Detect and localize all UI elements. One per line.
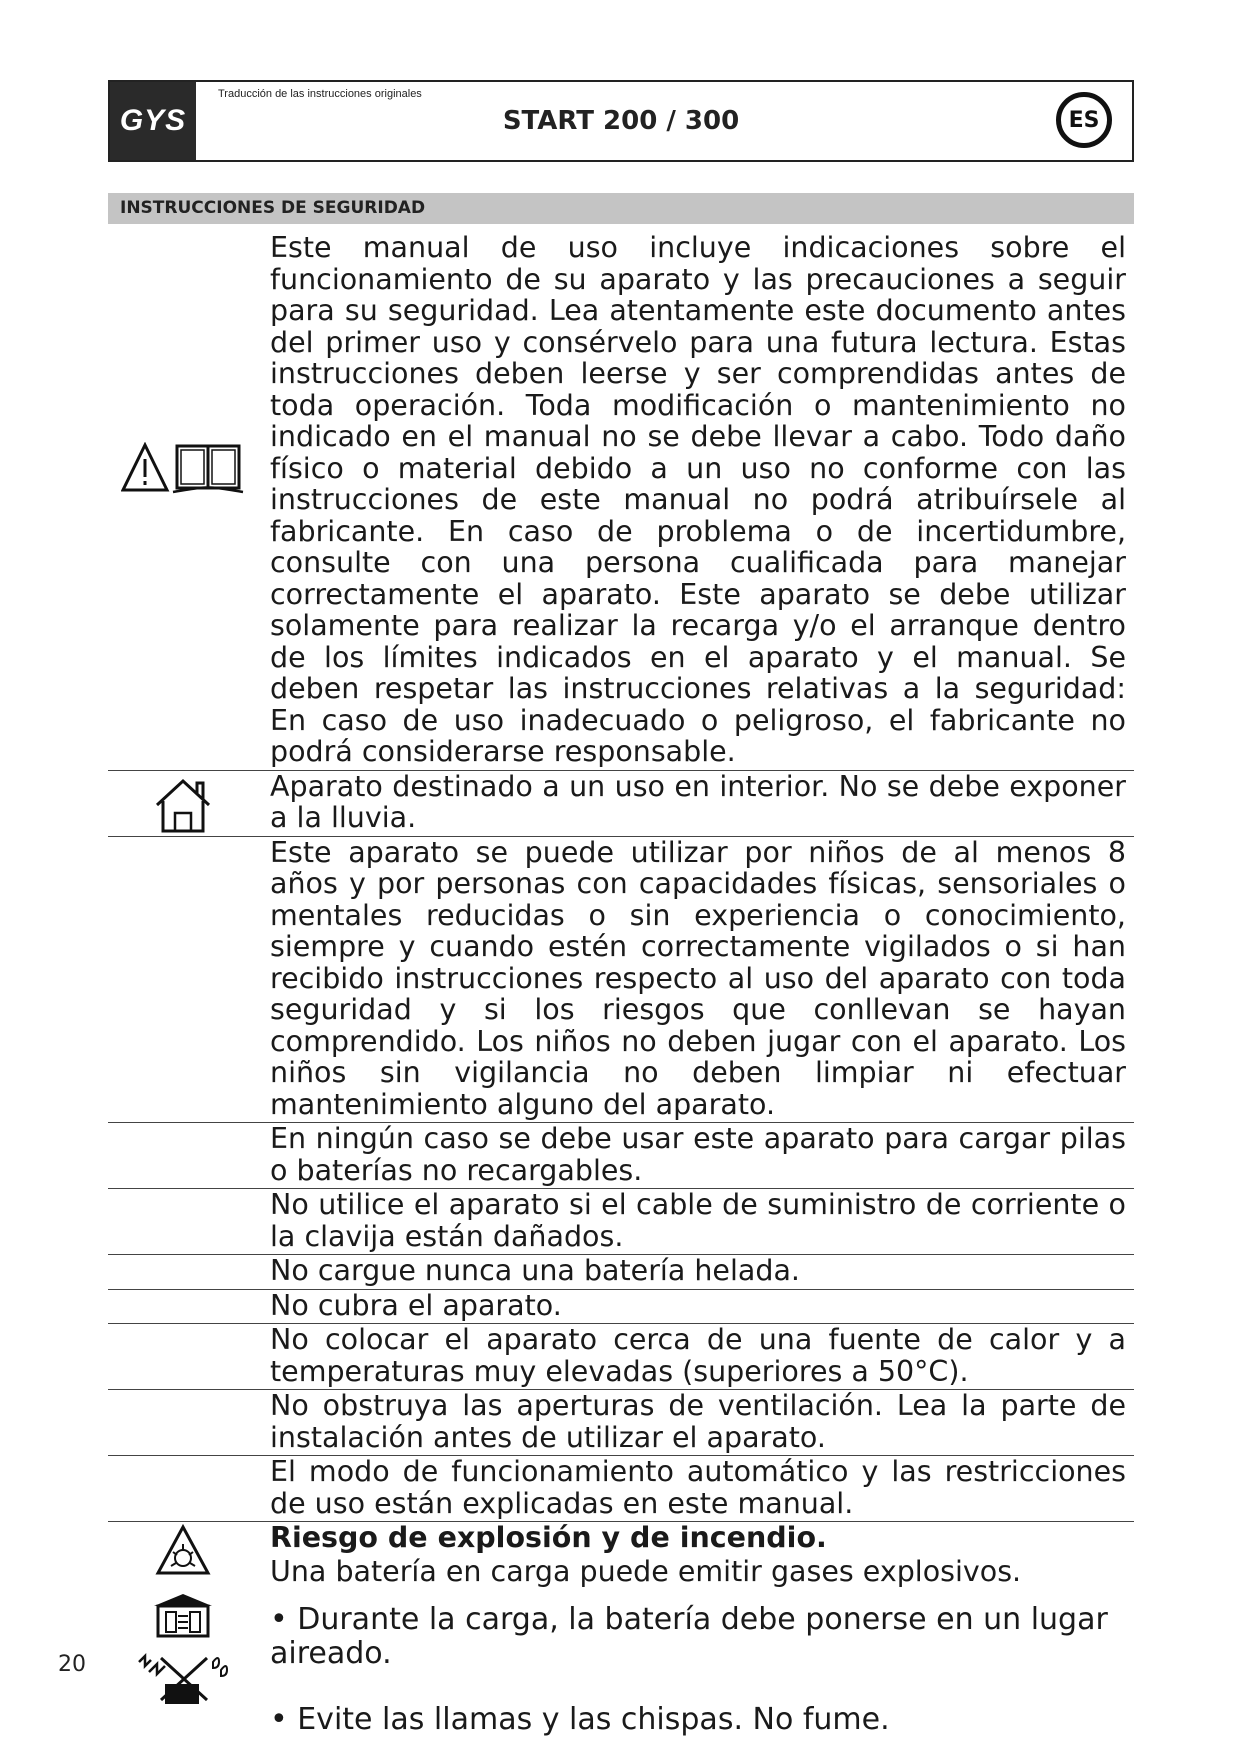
safety-block-intro (108, 232, 1134, 771)
translation-note: Traducción de las instrucciones originales (218, 88, 422, 100)
safety-block-ventilation (108, 1390, 1134, 1456)
warning-manual-icon (108, 442, 258, 494)
block-text: No cargue nunca una batería helada. (270, 1254, 800, 1287)
block-text: Este aparato se puede utilizar por niños de al menos 8 años y por personas con capacidades físicas, sensoriales o mentales reducidas o sin experiencia o conocimiento, siempre y cuando estén correctamente vigilados o si han recibido instrucciones respecto al uso del aparato con toda seguridad y si los riesgos que conllevan se hayan comprendido. Los niños no deben jugar con el aparato. Los niños sin vigilancia no deben limpiar ni efectuar mantenimiento alguno del aparato. (270, 835, 1126, 1121)
risk-title: Riesgo de explosión y de incendio. (270, 1521, 827, 1554)
document-header (108, 80, 1134, 162)
block-text: En ningún caso se debe usar este aparato para cargar pilas o baterías no recargables. (270, 1122, 1126, 1187)
safety-block-indoor (108, 771, 1134, 837)
block-text: El modo de funcionamiento automático y las restricciones de uso están explicadas en este manual. (270, 1455, 1126, 1520)
safety-content (108, 231, 1134, 1737)
block-text: No obstruya las aperturas de ventilación. Lea la parte de instalación antes de utilizar el aparato. (270, 1389, 1126, 1454)
safety-block-heat (108, 1324, 1134, 1390)
risk-text: Una batería en carga puede emitir gases explosivos. (270, 1554, 1022, 1588)
gys-logo: GYS (110, 82, 196, 160)
safety-block-cable (108, 1189, 1134, 1255)
product-title: START 200 / 300 (502, 106, 740, 136)
block-text: No utilice el aparato si el cable de suministro de corriente o la clavija están dañados. (270, 1188, 1126, 1253)
no-sparks-flames-icon (108, 1652, 258, 1708)
safety-block-children (108, 837, 1134, 1124)
block-text: No cubra el aparato. (270, 1288, 562, 1322)
block-text: Aparato destinado a un uso en interior. No se debe exponer a la lluvia. (270, 769, 1126, 834)
language-badge: ES (1056, 92, 1112, 148)
bullet-ventilation: • Durante la carga, la batería debe ponerse en un lugar aireado. (270, 1602, 1108, 1671)
block-text: No colocar el aparato cerca de una fuente de calor y a temperaturas muy elevadas (superiores a 50°C). (270, 1323, 1126, 1388)
safety-block-frozen (108, 1255, 1134, 1290)
ventilated-room-icon (108, 1592, 258, 1638)
safety-block-explosion (108, 1521, 1134, 1737)
indoor-house-icon (108, 777, 258, 835)
safety-block-cover (108, 1290, 1134, 1325)
section-title: INSTRUCCIONES DE SEGURIDAD (108, 193, 1134, 224)
bullet-no-flames: • Evite las llamas y las chispas. No fume. (270, 1702, 890, 1737)
safety-block-automatic (108, 1456, 1134, 1522)
block-text: Este manual de uso incluye indicaciones sobre el funcionamiento de su aparato y las precauciones a seguir para su seguridad. Lea atentamente este documento antes del primer uso y consérvelo para una futura lectura. Estas instrucciones deben leerse y ser comprendidas antes de toda operación. Toda modificación o mantenimiento no indicado en el manual no se debe llevar a cabo. Todo daño físico o material debido a un uso no conforme con las instrucciones de este manual no podrá atribuírsele al fabricante. En caso de problema o de incertidumbre, consulte con una persona cualificada para manejar correctamente el aparato. Este aparato se debe utilizar solamente para realizar la recarga y/o el arranque dentro de los límites indicados en el aparato y el manual. Se deben respetar las instrucciones relativas a la seguridad: En caso de uso inadecuado o peligroso, el fabricante no podrá considerarse responsable. (270, 231, 1126, 768)
safety-block-nonrechargeable (108, 1123, 1134, 1189)
page-number: 20 (58, 1652, 86, 1677)
explosion-warning-icon (108, 1524, 258, 1576)
